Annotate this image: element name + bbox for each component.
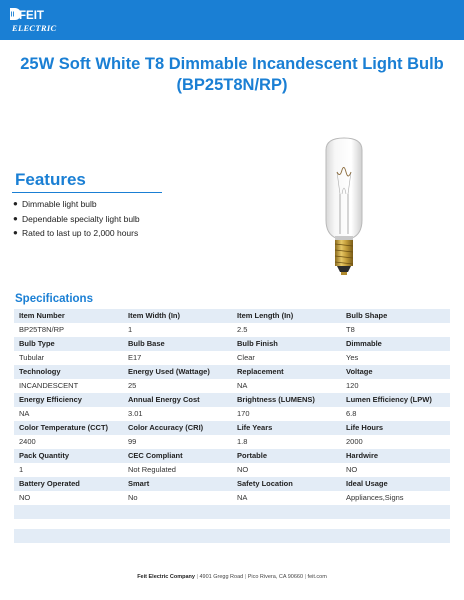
spec-label-row bbox=[14, 477, 450, 491]
spec-value: 120 bbox=[341, 379, 450, 393]
features-divider bbox=[12, 192, 162, 193]
spec-label: Pack Quantity bbox=[14, 449, 123, 463]
spec-label: Ideal Usage bbox=[341, 477, 450, 491]
spec-label: Portable bbox=[232, 449, 341, 463]
spec-label: Annual Energy Cost bbox=[123, 393, 232, 407]
features-heading: Features bbox=[15, 170, 86, 189]
spec-label: Bulb Base bbox=[123, 337, 232, 351]
spec-value: Tubular bbox=[14, 351, 123, 365]
spec-label: Bulb Finish bbox=[232, 337, 341, 351]
spec-value: NA bbox=[232, 491, 341, 505]
spec-value: 1 bbox=[14, 463, 123, 477]
feature-text: Dependable specialty light bulb bbox=[22, 213, 140, 224]
spec-value: 2400 bbox=[14, 435, 123, 449]
spec-label: Bulb Shape bbox=[341, 309, 450, 323]
spec-value: 25 bbox=[123, 379, 232, 393]
header-bar bbox=[0, 0, 464, 40]
spec-label: Brightness (LUMENS) bbox=[232, 393, 341, 407]
spec-label-row bbox=[14, 449, 450, 463]
footer-website-link[interactable]: feit.com bbox=[307, 574, 327, 580]
spec-value-row bbox=[14, 491, 450, 505]
item-number-link[interactable]: BP25T8N/RP bbox=[14, 323, 123, 337]
spec-label: Color Temperature (CCT) bbox=[14, 421, 123, 435]
spec-value: Appliances,Signs bbox=[341, 491, 450, 505]
spec-value-row bbox=[14, 435, 450, 449]
footer-address: 4901 Gregg Road bbox=[199, 574, 244, 580]
spec-label: Technology bbox=[14, 365, 123, 379]
spec-value: E17 bbox=[123, 351, 232, 365]
spec-label: Life Hours bbox=[341, 421, 450, 435]
spec-value: 99 bbox=[123, 435, 232, 449]
feature-text: Rated to last up to 2,000 hours bbox=[22, 228, 139, 238]
spec-value: No bbox=[123, 491, 232, 505]
spec-value: 2.5 bbox=[232, 323, 341, 337]
spec-value: 2000 bbox=[341, 435, 450, 449]
feature-item bbox=[12, 212, 140, 227]
footer-separator: | bbox=[304, 574, 307, 580]
spec-label: Hardwire bbox=[341, 449, 450, 463]
title-line-2: (BP25T8N/RP) bbox=[176, 76, 288, 94]
spec-label: Dimmable bbox=[341, 337, 450, 351]
spec-value: Clear bbox=[232, 351, 341, 365]
spec-label-row bbox=[14, 393, 450, 407]
spec-label-row bbox=[14, 365, 450, 379]
feit-electric-logo bbox=[8, 5, 66, 35]
spec-value: NA bbox=[14, 407, 123, 421]
light-bulb-image bbox=[304, 134, 384, 279]
feature-item bbox=[12, 226, 140, 241]
feature-text: Dimmable light bulb bbox=[22, 199, 97, 209]
footer-separator: | bbox=[244, 574, 247, 580]
spec-value: NO bbox=[232, 463, 341, 477]
page-title bbox=[0, 54, 464, 96]
spec-value: 6.8 bbox=[341, 407, 450, 421]
spec-label: Energy Efficiency bbox=[14, 393, 123, 407]
spec-label: Voltage bbox=[341, 365, 450, 379]
spec-label: Life Years bbox=[232, 421, 341, 435]
specifications-heading: Specifications bbox=[15, 293, 93, 305]
spec-label-row bbox=[14, 309, 450, 323]
spec-label: Item Number bbox=[14, 309, 123, 323]
spec-value: T8 bbox=[341, 323, 450, 337]
spec-value-row bbox=[14, 463, 450, 477]
spec-value: Yes bbox=[341, 351, 450, 365]
title-line-1: 25W Soft White T8 Dimmable Incandescent Light Bulb bbox=[20, 55, 444, 73]
spec-value-row bbox=[14, 323, 450, 337]
spec-spacer-row bbox=[14, 519, 450, 529]
logo-text: FEIT bbox=[19, 10, 44, 22]
specifications-table bbox=[14, 309, 450, 543]
spec-value: 3.01 bbox=[123, 407, 232, 421]
feature-item bbox=[12, 197, 140, 212]
spec-empty-row bbox=[14, 505, 450, 519]
spec-label: Replacement bbox=[232, 365, 341, 379]
footer bbox=[0, 574, 464, 580]
bullet-icon: ● bbox=[13, 213, 18, 223]
spec-value: INCANDESCENT bbox=[14, 379, 123, 393]
spec-label: Safety Location bbox=[232, 477, 341, 491]
spec-label-row bbox=[14, 421, 450, 435]
spec-label: Smart bbox=[123, 477, 232, 491]
bullet-icon: ● bbox=[13, 228, 18, 237]
spec-label: Item Length (In) bbox=[232, 309, 341, 323]
spec-label: Color Accuracy (CRI) bbox=[123, 421, 232, 435]
spec-value: 170 bbox=[232, 407, 341, 421]
footer-separator: | bbox=[196, 574, 198, 580]
spec-label: Energy Used (Wattage) bbox=[123, 365, 232, 379]
spec-value-row bbox=[14, 379, 450, 393]
spec-value: NO bbox=[14, 491, 123, 505]
spec-label: Bulb Type bbox=[14, 337, 123, 351]
spec-value: 1 bbox=[123, 323, 232, 337]
logo-subtext: ELECTRIC bbox=[12, 23, 57, 33]
bullet-icon: ● bbox=[13, 199, 18, 208]
spec-label-row bbox=[14, 337, 450, 351]
spec-label: Item Width (In) bbox=[123, 309, 232, 323]
features-list bbox=[12, 197, 140, 241]
spec-empty-row bbox=[14, 529, 450, 543]
spec-value: 1.8 bbox=[232, 435, 341, 449]
spec-label: CEC Compliant bbox=[123, 449, 232, 463]
spec-label: Lumen Efficiency (LPW) bbox=[341, 393, 450, 407]
spec-value: NA bbox=[232, 379, 341, 393]
footer-city: Pico Rivera, CA 90660 bbox=[247, 574, 304, 580]
footer-company: Feit Electric Company bbox=[137, 574, 195, 580]
spec-value: Not Regulated bbox=[123, 463, 232, 477]
spec-value-row bbox=[14, 407, 450, 421]
spec-label: Battery Operated bbox=[14, 477, 123, 491]
spec-value-row bbox=[14, 351, 450, 365]
spec-value: NO bbox=[341, 463, 450, 477]
